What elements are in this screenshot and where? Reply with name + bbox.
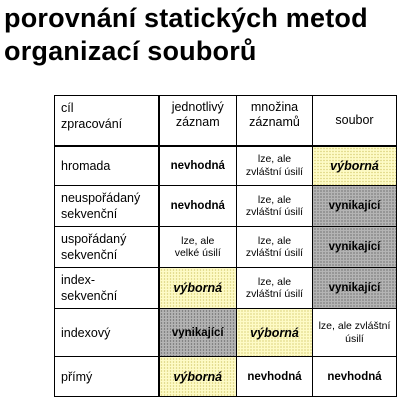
cell-value: nevhodná: [313, 357, 397, 397]
cell-value-highlight: vynikající: [313, 186, 397, 227]
table-row: [55, 186, 397, 227]
cell-value-highlight: vynikající: [313, 227, 397, 268]
table-row: [55, 227, 397, 268]
cell-value: lze, ale velké úsilí: [159, 227, 237, 268]
cell-value-highlight: výborná: [237, 309, 313, 357]
table-row: [55, 357, 397, 397]
row-label: uspořádaný sekvenční: [55, 227, 159, 268]
table-row: [55, 146, 397, 186]
table-header-row: [55, 96, 397, 146]
cell-value: lze, ale zvláštní úsilí: [313, 309, 397, 357]
cell-value: lze, ale zvláštní úsilí: [237, 227, 313, 268]
cell-value-highlight: vynikající: [313, 268, 397, 309]
cell-value-highlight: výborná: [313, 146, 397, 186]
row-label: indexový: [55, 309, 159, 357]
table-row: [55, 309, 397, 357]
row-label: přímý: [55, 357, 159, 397]
header-single-record: jednotlivý záznam: [159, 96, 237, 146]
table-row: [55, 268, 397, 309]
row-label: neuspořádaný sekvenční: [55, 186, 159, 227]
row-label: index-sekvenční: [55, 268, 159, 309]
row-label: hromada: [55, 146, 159, 186]
cell-value-highlight: vynikající: [159, 309, 237, 357]
header-corner: cíl zpracování: [55, 96, 159, 146]
page-title: porovnání statických metod organizací souborů: [4, 3, 368, 66]
header-file: soubor: [313, 96, 397, 146]
cell-value: lze, ale zvláštní úsilí: [237, 268, 313, 309]
cell-value: lze, ale zvláštní úsilí: [237, 146, 313, 186]
cell-value: nevhodná: [237, 357, 313, 397]
cell-value: nevhodná: [159, 186, 237, 227]
cell-value-highlight: výborná: [159, 357, 237, 397]
cell-value: lze, ale zvláštní úsilí: [237, 186, 313, 227]
header-record-set: množina záznamů: [237, 96, 313, 146]
cell-value: nevhodná: [159, 146, 237, 186]
comparison-table: [54, 95, 397, 397]
cell-value-highlight: výborná: [159, 268, 237, 309]
